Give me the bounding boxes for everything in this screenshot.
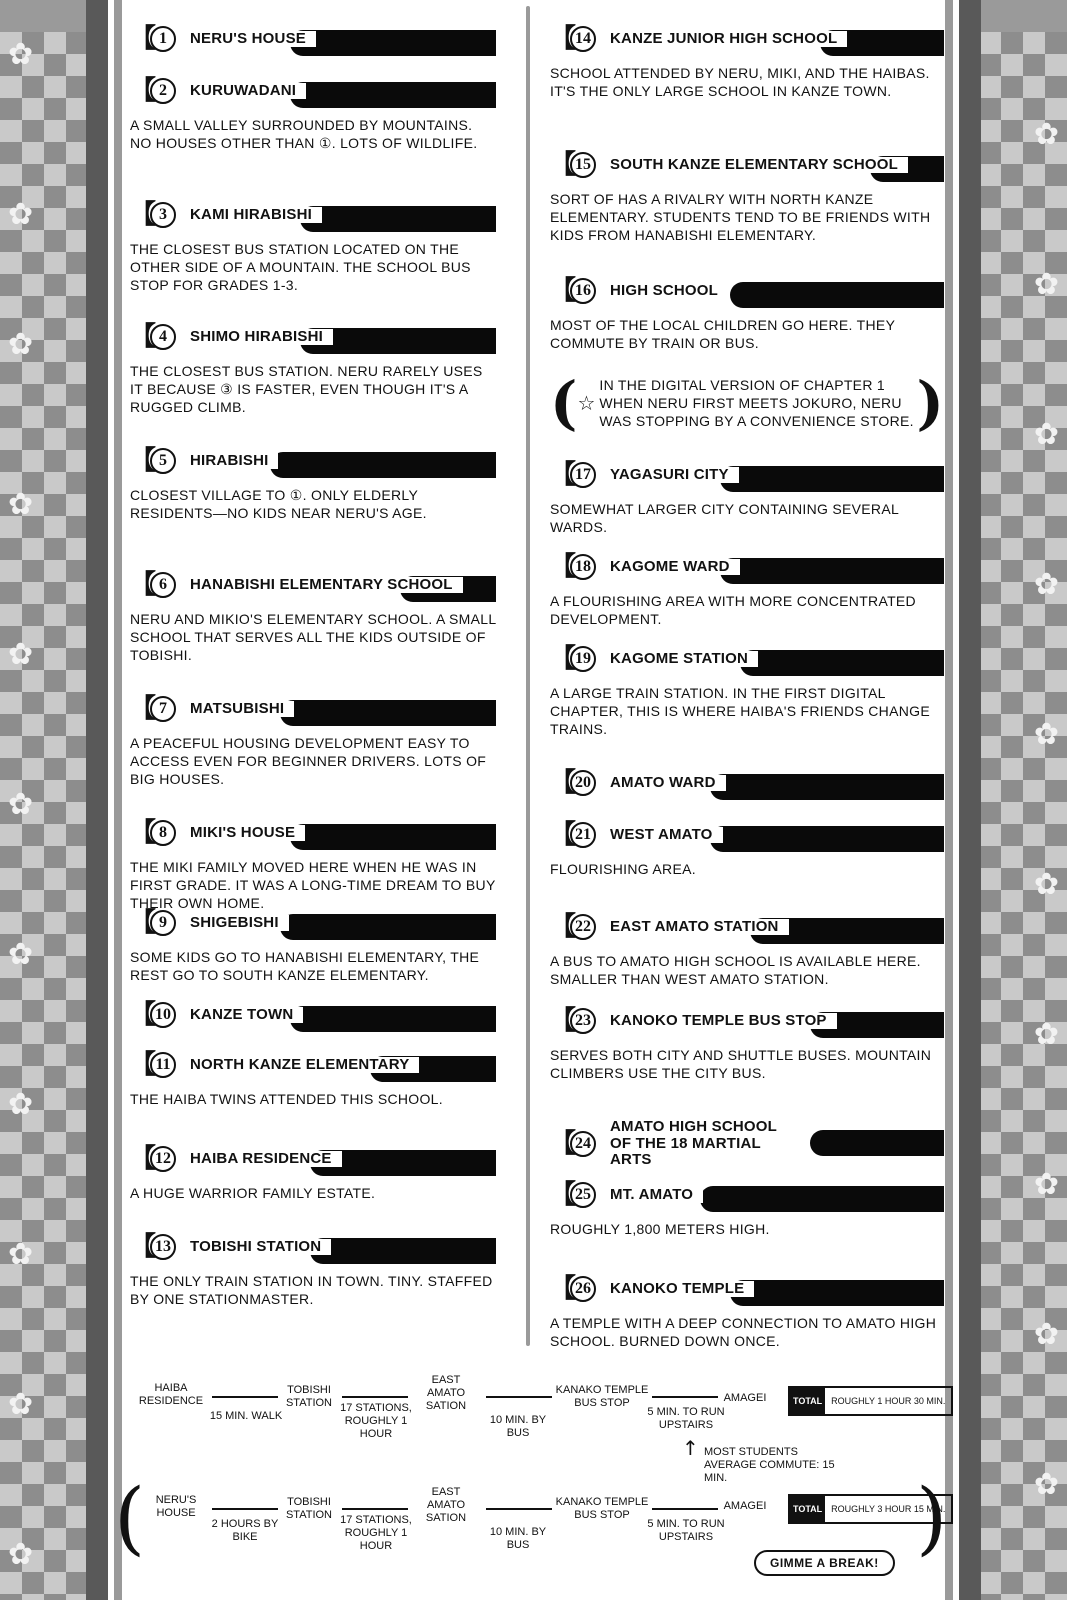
entry-number: 26: [570, 1276, 596, 1302]
bracket-icon: 【: [130, 446, 157, 476]
map-key-entry-15: [550, 150, 944, 244]
up-arrow-icon: ↑: [682, 1436, 699, 1460]
entry-number: 6: [150, 572, 176, 598]
route-end: AMAGEI: [723, 1500, 767, 1512]
bracket-icon: 【: [130, 694, 157, 724]
bracket-icon: 【: [130, 200, 157, 230]
entry-description: SERVES BOTH CITY AND SHUTTLE BUSES. MOUNTAIN CLIMBERS USE THE CITY BUS.: [550, 1047, 932, 1081]
map-key-entry-23: [550, 1006, 944, 1082]
route-line: [652, 1508, 718, 1510]
entry-name: KURUWADANI: [190, 83, 306, 100]
black-bar: [710, 826, 944, 852]
bracket-icon: 【: [550, 644, 577, 674]
total-value: ROUGHLY 3 HOUR 15 MIN.: [831, 1504, 946, 1514]
entry-name: KAGOME WARD: [610, 559, 740, 576]
black-bar: [280, 700, 496, 726]
route-leg: 5 MIN. TO RUN UPSTAIRS: [647, 1406, 725, 1431]
route-leg: 15 MIN. WALK: [209, 1410, 283, 1422]
flower-icon: ✿: [8, 37, 34, 72]
route-leg: 10 MIN. BY BUS: [489, 1526, 547, 1551]
map-key-entry-10: [130, 1000, 496, 1030]
entry-description: CLOSEST VILLAGE TO ①. ONLY ELDERLY RESIDENTS—NO KIDS NEAR NERU'S AGE.: [130, 487, 427, 521]
map-key-entry-3: [130, 200, 496, 294]
map-key-entry-11: [130, 1050, 496, 1108]
bracket-icon: 【: [550, 1129, 577, 1159]
bracket-icon: 【: [550, 912, 577, 942]
entry-name: KANOKO TEMPLE: [610, 1281, 754, 1298]
route-stop: TOBISHI STATION: [285, 1496, 333, 1521]
entry-description: SCHOOL ATTENDED BY NERU, MIKI, AND THE HAIBAS. IT'S THE ONLY LARGE SCHOOL IN KANZE TOWN.: [550, 65, 930, 99]
entry-name: AMATO WARD: [610, 775, 726, 792]
flower-icon: ✿: [8, 637, 34, 672]
route-start: HAIBA RESIDENCE: [138, 1382, 204, 1407]
entry-number: 16: [570, 278, 596, 304]
black-bar: [710, 774, 944, 800]
commute-route-neru: [130, 1486, 946, 1586]
route-leg: 10 MIN. BY BUS: [489, 1414, 547, 1439]
flower-icon: ✿: [1033, 867, 1059, 902]
map-key-entry-16: [550, 276, 944, 352]
flower-icon: ✿: [8, 197, 34, 232]
entry-number: 15: [570, 152, 596, 178]
flower-icon: ✿: [1033, 717, 1059, 752]
flower-icon: ✿: [8, 1087, 34, 1122]
black-bar: [730, 1280, 944, 1306]
black-bar: [740, 650, 944, 676]
digital-version-note: [550, 370, 944, 436]
black-bar: [290, 82, 496, 108]
map-key-entry-9: [130, 908, 496, 984]
flower-icon: ✿: [1033, 1317, 1059, 1352]
route-line: [652, 1396, 718, 1398]
map-key-entry-13: [130, 1232, 496, 1308]
flower-icon: ✿: [8, 1537, 34, 1572]
entry-name: HIRABISHI: [190, 453, 278, 470]
average-commute-note: MOST STUDENTS AVERAGE COMMUTE: 15 MIN.: [704, 1446, 835, 1484]
entry-name: YAGASURI CITY: [610, 467, 739, 484]
route-line: [342, 1508, 408, 1510]
bracket-icon: 【: [130, 1232, 157, 1262]
entry-number: 3: [150, 202, 176, 228]
route-leg: 17 STATIONS, ROUGHLY 1 HOUR: [340, 1402, 412, 1440]
entry-name: KAMI HIRABISHI: [190, 207, 322, 224]
flower-icon: ✿: [8, 487, 34, 522]
star-icon: ☆: [577, 391, 596, 415]
entry-number: 25: [570, 1182, 596, 1208]
flower-icon: ✿: [8, 1237, 34, 1272]
map-key-entry-7: [130, 694, 496, 788]
entry-description: THE CLOSEST BUS STATION. NERU RARELY USES IT BECAUSE ③ IS FASTER, EVEN THOUGH IT'S A RUGGED CLIMB.: [130, 363, 483, 415]
route-stop: EAST AMATO SATION: [425, 1486, 467, 1524]
black-bar: [300, 206, 496, 232]
total-key: TOTAL: [790, 1496, 825, 1522]
entry-name: HAIBA RESIDENCE: [190, 1151, 342, 1168]
entry-name: MATSUBISHI: [190, 701, 294, 718]
entry-description: A FLOURISHING AREA WITH MORE CONCENTRATED DEVELOPMENT.: [550, 593, 916, 627]
right-pattern-border: [945, 0, 1067, 1600]
entry-name: KANZE TOWN: [190, 1007, 303, 1024]
entry-number: 24: [570, 1131, 596, 1157]
entry-number: 17: [570, 462, 596, 488]
map-key-entry-18: [550, 552, 944, 628]
entry-name: AMATO HIGH SCHOOL OF THE 18 MARTIAL ARTS: [610, 1119, 810, 1169]
entry-name: KAGOME STATION: [610, 651, 758, 668]
entry-description: THE ONLY TRAIN STATION IN TOWN. TINY. STAFFED BY ONE STATIONMASTER.: [130, 1273, 493, 1307]
entry-number: 11: [150, 1052, 176, 1078]
bracket-icon: 【: [550, 150, 577, 180]
route-line: [212, 1396, 278, 1398]
flower-icon: ✿: [8, 327, 34, 362]
entry-name: KANZE JUNIOR HIGH SCHOOL: [610, 31, 847, 48]
entry-description: A SMALL VALLEY SURROUNDED BY MOUNTAINS. NO HOUSES OTHER THAN ①. LOTS OF WILDLIFE.: [130, 117, 478, 151]
route-stop: KANAKO TEMPLE BUS STOP: [555, 1384, 649, 1409]
bracket-icon: 【: [130, 908, 157, 938]
entry-number: 4: [150, 324, 176, 350]
black-bar: [290, 30, 496, 56]
route-line: [212, 1508, 278, 1510]
note-text: IN THE DIGITAL VERSION OF CHAPTER 1 WHEN NERU FIRST MEETS JOKURO, NERU WAS STOPPING BY A CONVENIENCE STORE.: [599, 377, 914, 429]
flower-icon: ✿: [1033, 567, 1059, 602]
bracket-icon: 【: [130, 24, 157, 54]
bracket-icon: 【: [550, 768, 577, 798]
entry-number: 18: [570, 554, 596, 580]
entry-number: 5: [150, 448, 176, 474]
map-key-entry-26: [550, 1274, 944, 1350]
route-end: AMAGEI: [723, 1392, 767, 1404]
commute-total: [788, 1386, 953, 1416]
black-bar: [810, 1130, 944, 1156]
route-stop: EAST AMATO SATION: [425, 1374, 467, 1412]
entry-number: 13: [150, 1234, 176, 1260]
entry-name: HANABISHI ELEMENTARY SCHOOL: [190, 577, 463, 594]
map-key-entry-20: [550, 768, 944, 798]
bracket-icon: 【: [550, 1180, 577, 1210]
map-key-entry-14: [550, 24, 944, 100]
map-key-entry-2: [130, 76, 496, 152]
entry-number: 20: [570, 770, 596, 796]
black-bar: [310, 1238, 496, 1264]
map-key-entry-17: [550, 460, 944, 536]
map-key-entry-4: [130, 322, 496, 416]
black-bar: [290, 1006, 496, 1032]
map-key-entry-19: [550, 644, 944, 738]
bracket-icon: 【: [130, 818, 157, 848]
entry-description: A HUGE WARRIOR FAMILY ESTATE.: [130, 1185, 376, 1201]
entry-description: A TEMPLE WITH A DEEP CONNECTION TO AMATO HIGH SCHOOL. BURNED DOWN ONCE.: [550, 1315, 937, 1349]
map-key-entry-8: [130, 818, 496, 912]
entry-description: A PEACEFUL HOUSING DEVELOPMENT EASY TO ACCESS EVEN FOR BEGINNER DRIVERS. LOTS OF BIG HOUSES.: [130, 735, 487, 787]
entry-description: SOME KIDS GO TO HANABISHI ELEMENTARY, THE REST GO TO SOUTH KANZE ELEMENTARY.: [130, 949, 480, 983]
flower-icon: ✿: [1033, 1017, 1059, 1052]
entry-name: WEST AMATO: [610, 827, 723, 844]
route-leg: 5 MIN. TO RUN UPSTAIRS: [647, 1518, 725, 1543]
route-start: NERU'S HOUSE: [155, 1494, 197, 1519]
route-line: [342, 1396, 408, 1398]
entry-number: 23: [570, 1008, 596, 1034]
entry-number: 12: [150, 1146, 176, 1172]
map-key-entry-24: [550, 1118, 944, 1169]
entry-name: NERU'S HOUSE: [190, 31, 316, 48]
entry-name: HIGH SCHOOL: [610, 283, 728, 300]
black-bar: [720, 558, 944, 584]
map-key-entry-12: [130, 1144, 496, 1202]
border-edge: [953, 0, 959, 1600]
flower-icon: ✿: [1033, 1467, 1059, 1502]
bracket-icon: 【: [550, 1006, 577, 1036]
bracket-icon: 【: [550, 552, 577, 582]
entry-number: 14: [570, 26, 596, 52]
flower-icon: ✿: [1033, 267, 1059, 302]
commute-route-haiba: [130, 1374, 946, 1484]
column-divider: [526, 6, 530, 1346]
route-line: [486, 1396, 552, 1398]
entry-description: MOST OF THE LOCAL CHILDREN GO HERE. THEY COMMUTE BY TRAIN OR BUS.: [550, 317, 895, 351]
black-bar: [270, 452, 496, 478]
black-bar: [720, 466, 944, 492]
entry-name: SOUTH KANZE ELEMENTARY SCHOOL: [610, 157, 908, 174]
bracket-icon: 【: [130, 1000, 157, 1030]
total-value: ROUGHLY 1 HOUR 30 MIN.: [831, 1396, 946, 1406]
bracket-icon: 【: [550, 820, 577, 850]
entry-number: 19: [570, 646, 596, 672]
entry-number: 22: [570, 914, 596, 940]
bracket-icon: 【: [130, 322, 157, 352]
note-bracket-right: ): [916, 369, 944, 437]
border-edge: [108, 0, 114, 1600]
flower-icon: ✿: [8, 787, 34, 822]
entry-name: KANOKO TEMPLE BUS STOP: [610, 1013, 837, 1030]
total-key: TOTAL: [790, 1388, 825, 1414]
entry-description: NERU AND MIKIO'S ELEMENTARY SCHOOL. A SMALL SCHOOL THAT SERVES ALL THE KIDS OUTSIDE OF TOBISHI.: [130, 611, 496, 663]
entry-name: MT. AMATO: [610, 1187, 703, 1204]
bracket-icon: 【: [550, 1274, 577, 1304]
entry-name: SHIMO HIRABISHI: [190, 329, 333, 346]
route-stop: TOBISHI STATION: [285, 1384, 333, 1409]
black-bar: [280, 914, 496, 940]
entry-description: A BUS TO AMATO HIGH SCHOOL IS AVAILABLE HERE. SMALLER THAN WEST AMATO STATION.: [550, 953, 921, 987]
bracket-icon: 【: [130, 1050, 157, 1080]
flower-icon: ✿: [8, 1387, 34, 1422]
bracket-icon: 【: [130, 570, 157, 600]
note-bracket-left: (: [550, 369, 578, 437]
entry-description: ROUGHLY 1,800 METERS HIGH.: [550, 1221, 770, 1237]
entry-number: 10: [150, 1002, 176, 1028]
bracket-icon: 【: [550, 276, 577, 306]
flower-icon: ✿: [1033, 117, 1059, 152]
left-pattern-border: [0, 0, 122, 1600]
entry-number: 1: [150, 26, 176, 52]
map-key-entry-22: [550, 912, 944, 988]
border-strip: [959, 0, 981, 1600]
map-key-entry-21: [550, 820, 944, 878]
bracket-icon: 【: [130, 76, 157, 106]
route-leg: 17 STATIONS, ROUGHLY 1 HOUR: [340, 1514, 412, 1552]
black-bar: [700, 1186, 944, 1212]
border-strip: [86, 0, 108, 1600]
bracket-icon: 【: [550, 460, 577, 490]
bracket-icon: 【: [130, 1144, 157, 1174]
entry-number: 8: [150, 820, 176, 846]
entry-description: SORT OF HAS A RIVALRY WITH NORTH KANZE ELEMENTARY. STUDENTS TEND TO BE FRIENDS WITH KIDS FROM HANABISHI ELEMENTARY.: [550, 191, 931, 243]
entry-description: FLOURISHING AREA.: [550, 861, 696, 877]
entry-description: SOMEWHAT LARGER CITY CONTAINING SEVERAL WARDS.: [550, 501, 899, 535]
black-bar: [290, 824, 496, 850]
entry-number: 2: [150, 78, 176, 104]
entry-description: THE CLOSEST BUS STATION LOCATED ON THE OTHER SIDE OF A MOUNTAIN. THE SCHOOL BUS STOP FOR GRADES 1-3.: [130, 241, 471, 293]
entry-name: TOBISHI STATION: [190, 1239, 331, 1256]
map-key-entry-5: [130, 446, 496, 522]
route-leg: 2 HOURS BY BIKE: [211, 1518, 279, 1543]
flower-icon: ✿: [1033, 417, 1059, 452]
map-key-entry-25: [550, 1180, 944, 1238]
entry-number: 7: [150, 696, 176, 722]
route-stop: KANAKO TEMPLE BUS STOP: [555, 1496, 649, 1521]
flower-icon: ✿: [8, 937, 34, 972]
route-bracket-left: (: [114, 1471, 146, 1564]
map-key-entry-6: [130, 570, 496, 664]
commute-total: [788, 1494, 953, 1524]
route-line: [486, 1508, 552, 1510]
bracket-icon: 【: [550, 24, 577, 54]
entry-name: EAST AMATO STATION: [610, 919, 789, 936]
entry-name: MIKI'S HOUSE: [190, 825, 305, 842]
entry-number: 9: [150, 910, 176, 936]
entry-description: THE HAIBA TWINS ATTENDED THIS SCHOOL.: [130, 1091, 443, 1107]
entry-description: THE MIKI FAMILY MOVED HERE WHEN HE WAS IN FIRST GRADE. IT WAS A LONG-TIME DREAM TO BUY THEIR OWN HOME.: [130, 859, 496, 911]
entry-number: 21: [570, 822, 596, 848]
map-key-entry-1: [130, 24, 496, 54]
entry-name: SHIGEBISHI: [190, 915, 289, 932]
flower-icon: ✿: [1033, 1167, 1059, 1202]
entry-name: NORTH KANZE ELEMENTARY: [190, 1057, 419, 1074]
entry-description: A LARGE TRAIN STATION. IN THE FIRST DIGITAL CHAPTER, THIS IS WHERE HAIBA'S FRIENDS CHANGE TRAINS.: [550, 685, 930, 737]
route-bracket-right: ): [916, 1471, 948, 1564]
black-bar: [730, 282, 944, 308]
speech-bubble: GIMME A BREAK!: [754, 1550, 895, 1576]
